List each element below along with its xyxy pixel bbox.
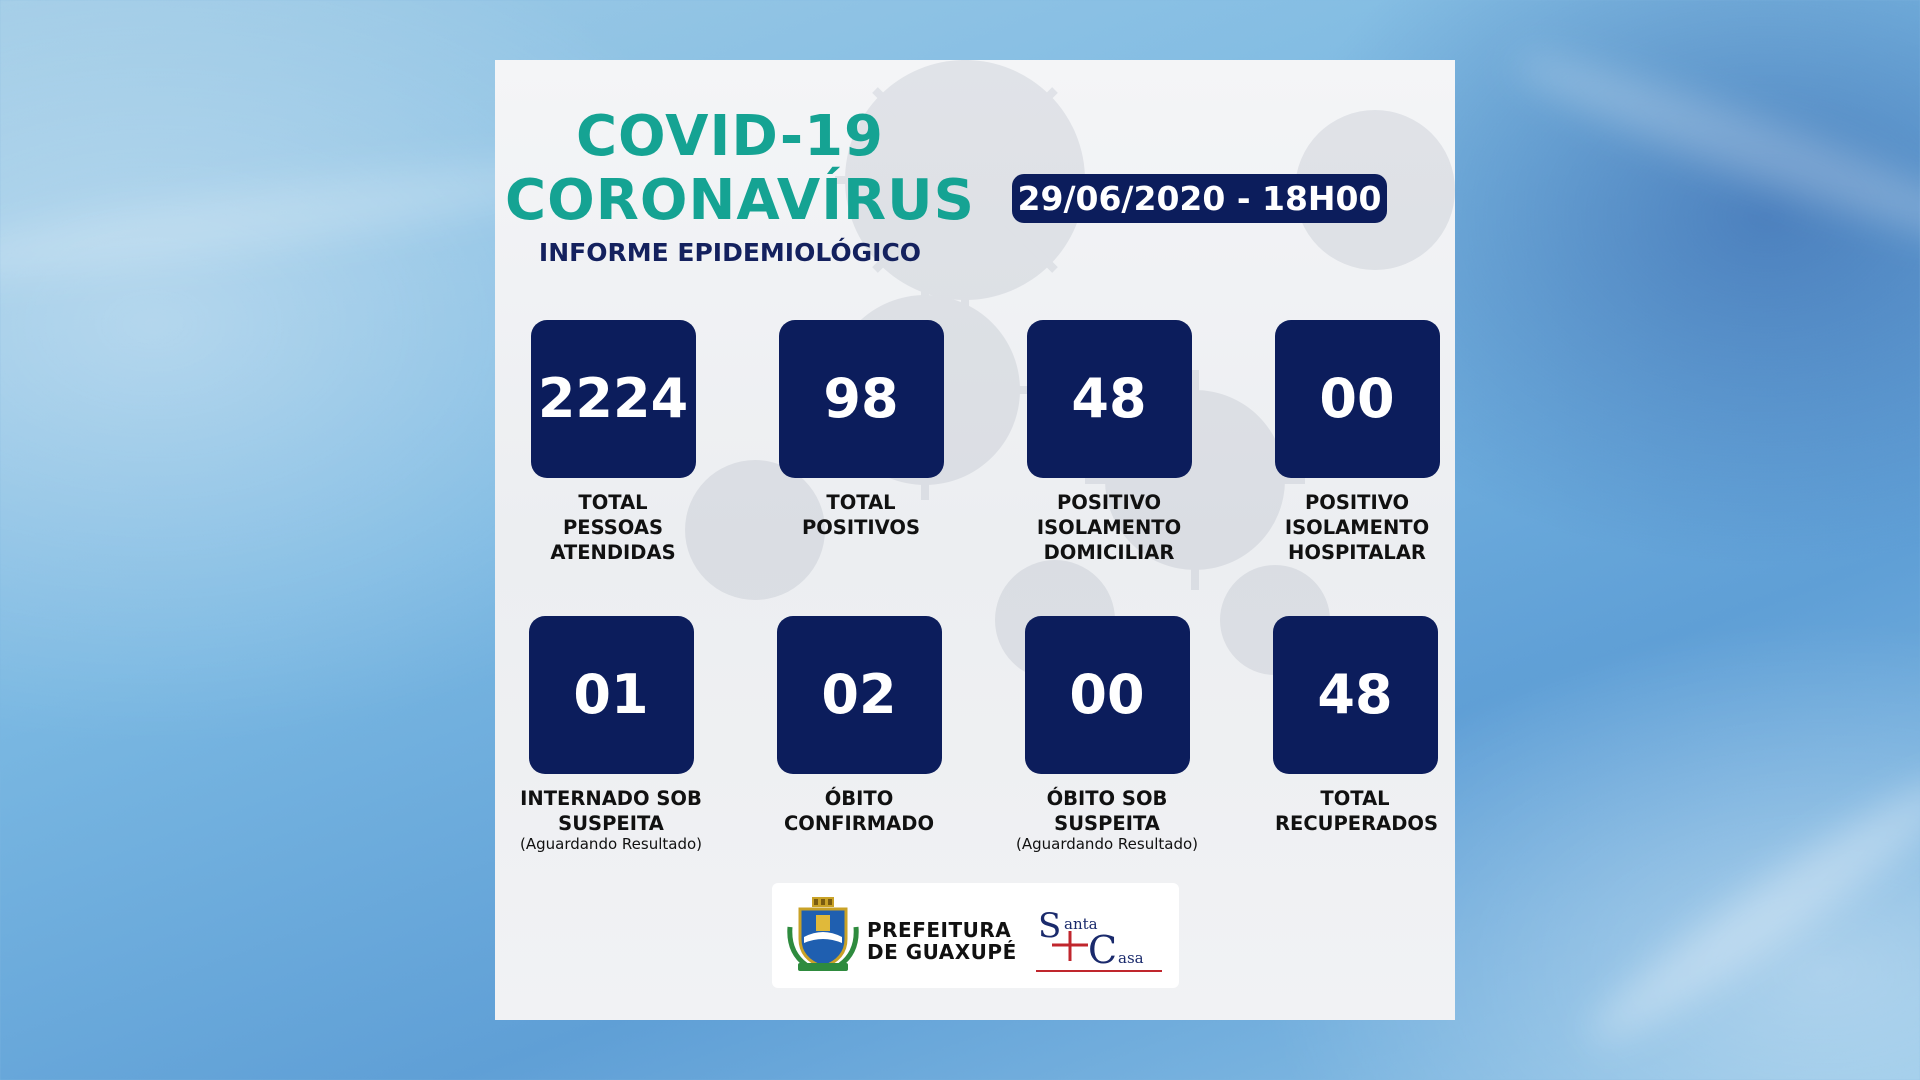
stat-value: 48 — [1273, 616, 1438, 774]
stat-value: 48 — [1027, 320, 1192, 478]
stat-total-positivos — [761, 320, 961, 540]
subtitle: INFORME EPIDEMIOLÓGICO — [538, 238, 922, 267]
stat-note: (Aguardando Resultado) — [1015, 835, 1198, 853]
bulletin-card — [495, 60, 1455, 1020]
stat-obito-confirmado — [759, 616, 959, 836]
stat-label: ÓBITO CONFIRMADO — [783, 787, 935, 835]
stat-note: (Aguardando Resultado) — [519, 835, 702, 853]
stat-label: TOTAL POSITIVOS — [801, 491, 921, 539]
stat-value: 01 — [529, 616, 694, 774]
svg-text:C: C — [1088, 928, 1118, 972]
prefeitura-line1: PREFEITURA — [867, 918, 1012, 942]
stat-label: TOTAL RECUPERADOS — [1275, 787, 1439, 835]
stat-value: 00 — [1025, 616, 1190, 774]
background-streak — [1505, 33, 1920, 267]
date-badge: 29/06/2020 - 18H00 — [1012, 174, 1387, 223]
stat-isolamento-domiciliar — [1009, 320, 1209, 565]
stat-label: POSITIVO ISOLAMENTO DOMICILIAR — [1036, 491, 1182, 564]
stat-label: ÓBITO SOB SUSPEITA — [1046, 787, 1168, 835]
stat-obito-suspeita — [1007, 616, 1207, 853]
stat-value: 00 — [1275, 320, 1440, 478]
background-streak — [1573, 756, 1920, 1063]
footer-logos — [772, 883, 1179, 988]
stat-label: INTERNADO SOB SUSPEITA — [520, 787, 702, 835]
stat-value: 02 — [777, 616, 942, 774]
coat-of-arms-icon — [786, 897, 860, 973]
prefeitura-line2: DE GUAXUPÉ — [867, 940, 1017, 964]
svg-text:anta: anta — [1064, 915, 1098, 933]
stat-value: 2224 — [531, 320, 696, 478]
stat-label: TOTAL PESSOAS ATENDIDAS — [550, 491, 676, 564]
title-coronavirus: CORONAVÍRUS — [505, 168, 975, 233]
svg-text:S: S — [1038, 906, 1062, 946]
prefeitura-name — [867, 919, 1017, 963]
svg-text:asa: asa — [1118, 949, 1144, 967]
stat-value: 98 — [779, 320, 944, 478]
stat-isolamento-hospitalar — [1257, 320, 1455, 565]
santa-casa-logo — [1034, 901, 1164, 981]
stat-internado-suspeita — [511, 616, 711, 853]
stat-label: POSITIVO ISOLAMENTO HOSPITALAR — [1284, 491, 1430, 564]
stat-total-recuperados — [1255, 616, 1455, 836]
title-covid: COVID-19 — [575, 104, 885, 169]
stat-total-atendidas — [513, 320, 713, 565]
